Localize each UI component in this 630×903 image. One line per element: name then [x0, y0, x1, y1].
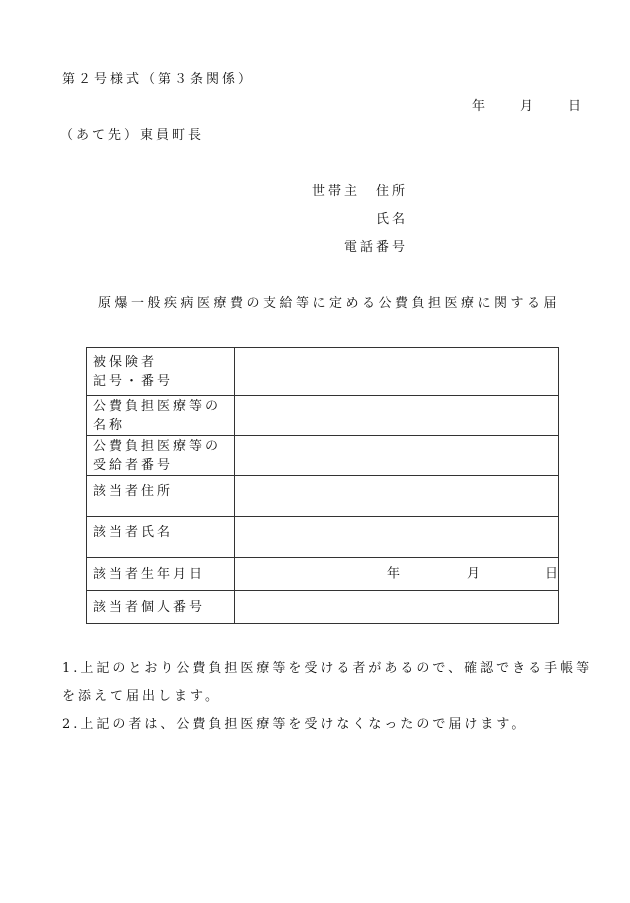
addressee: （あて先）東員町長: [60, 128, 205, 143]
birth-year-label: 年: [387, 566, 404, 582]
label-line: 記号・番号: [93, 373, 174, 389]
note-1-continued: を添えて届出します。: [62, 689, 221, 704]
subject-address-field[interactable]: [235, 476, 559, 517]
table-row: [87, 348, 559, 396]
insured-number-field[interactable]: [235, 348, 559, 396]
subject-name-label: [87, 517, 235, 558]
table-row: [87, 436, 559, 476]
subject-name-field[interactable]: [235, 517, 559, 558]
note-2: 2.上記の者は、公費負担医療等を受けなくなったので届けます。: [62, 717, 528, 732]
date-month-label: 月: [520, 99, 537, 114]
label-line: 受給者番号: [93, 457, 174, 473]
label-line: 名称: [93, 417, 126, 433]
subject-birthdate-field[interactable]: [235, 558, 562, 591]
label-line: 該当者住所: [93, 483, 174, 499]
householder-name-label: 氏名: [376, 212, 409, 227]
label-line: 公費負担医療等の: [93, 398, 222, 414]
table-row: [87, 591, 559, 624]
date-day-label: 日: [568, 99, 585, 114]
form-number: 第２号様式（第３条関係）: [62, 72, 255, 87]
subject-individual-number-label: 該当者個人番号: [87, 591, 235, 624]
birth-month-label: 月: [467, 566, 484, 582]
table-row: [87, 476, 559, 517]
label-line: 公費負担医療等の: [93, 438, 222, 454]
label-line: 被保険者: [93, 354, 158, 370]
note-1: 1.上記のとおり公費負担医療等を受ける者があるので、確認できる手帳等: [62, 661, 593, 676]
householder-address-line: [312, 180, 408, 199]
householder-role-label: 世帯主: [312, 184, 361, 199]
public-medical-name-label: [87, 396, 235, 436]
householder-address-label: 住所: [376, 184, 409, 199]
table-row: [87, 558, 559, 591]
subject-address-label: [87, 476, 235, 517]
recipient-number-label: [87, 436, 235, 476]
date-year-label: 年: [472, 99, 489, 114]
label-line: 該当者氏名: [93, 524, 174, 540]
insured-number-label: [87, 348, 235, 396]
recipient-number-field[interactable]: [235, 436, 559, 476]
document-title: 原爆一般疾病医療費の支給等に定める公費負担医療に関する届: [98, 296, 561, 311]
birth-day-label: 日: [545, 566, 562, 582]
table-row: [87, 517, 559, 558]
householder-phone-label: 電話番号: [344, 240, 409, 255]
subject-individual-number-field[interactable]: [235, 591, 559, 624]
notification-form-table: [86, 347, 562, 624]
subject-birthdate-label: 該当者生年月日: [87, 558, 235, 591]
table-row: [87, 396, 559, 436]
public-medical-name-field[interactable]: [235, 396, 559, 436]
